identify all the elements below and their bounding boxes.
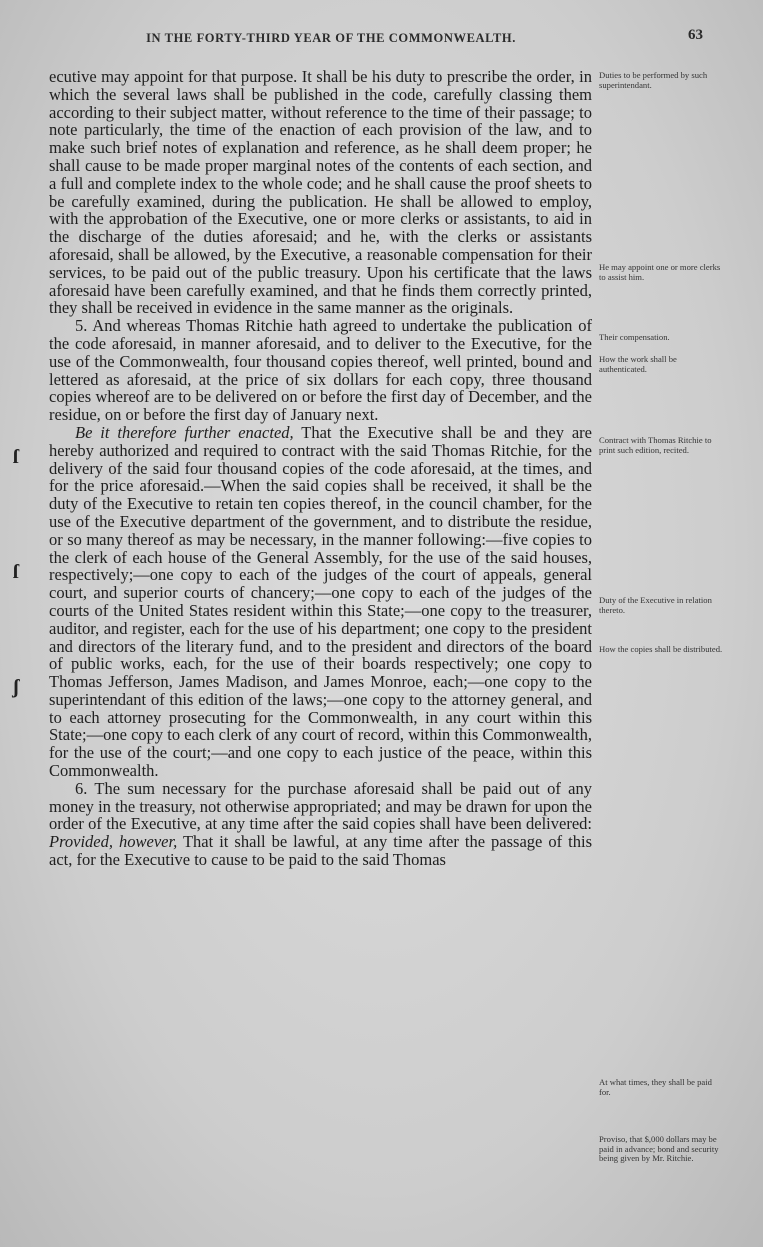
paragraph-text: That it shall be lawful, at any time after the passage of this act, for the Executive to cause to be paid to the said Thomas <box>49 832 592 870</box>
margin-note-proviso: Proviso, that $,000 dollars may be paid in advance; bond and security being given by Mr. Ritchie. <box>599 1134 719 1164</box>
margin-note-clerks: He may appoint one or more clerks to assist him. <box>599 262 721 282</box>
paragraph-text: 5. And whereas Thomas Ritchie hath agreed to undertake the publication of the code aforesaid, in manner aforesaid, and to deliver to the Executive, for the use of the Commonwealth, four thousand copies thereof, well printed, bound and lettered as aforesaid, at the price of six dollars for each copy, three thousand copies whereof are to be delivered on or before the first day of December, and the residue, on or before the first day of January next. <box>49 316 592 425</box>
margin-note-contract: Contract with Thomas Ritchie to print such edition, recited. <box>599 435 712 455</box>
paragraph-enactment <box>49 424 592 780</box>
margin-note-compensation: Their compensation. <box>599 332 670 342</box>
italic-lead: Be it therefore further enacted, <box>75 422 294 442</box>
body-text <box>49 68 592 869</box>
margin-note-distribution: How the copies shall be distributed. <box>599 644 723 654</box>
margin-note-executive-duty: Duty of the Executive in relation thereto. <box>599 595 712 615</box>
paragraph-continuation <box>49 68 592 317</box>
italic-proviso: Provided, however, <box>49 832 178 852</box>
margin-note-authentication: How the work shall be authenticated. <box>599 354 677 374</box>
margin-mark: ʃ <box>13 676 20 698</box>
paragraph-text: 6. The sum necessary for the purchase aforesaid shall be paid out of any money in the treasury, not otherwise appropriated; and may be drawn for upon the order of the Executive, at any time after the said copies shall have been delivered: <box>49 778 592 834</box>
margin-mark: ſ <box>13 446 19 468</box>
paragraph-section-6 <box>49 780 592 869</box>
margin-note-duties: Duties to be performed by such superintendant. <box>599 70 708 90</box>
paragraph-section-5 <box>49 317 592 424</box>
margin-mark: ſ <box>13 561 19 583</box>
margin-note-payment-times: At what times, they shall be paid for. <box>599 1077 712 1097</box>
paragraph-text: That the Executive shall be and they are hereby authorized and required to contract with the said Thomas Ritchie, for the delivery of the said four thousand copies of the code aforesaid, at the times, and for the price aforesaid.—When the said copies shall be received, it shall be the duty of the Executive to retain ten copies thereof, in the council chamber, for the use of the Executive department of the government, and to distribute the residue, or so many thereof as may be necessary, in the manner following:—five copies to the clerk of each house of the General Assembly, for the use of the said houses, respectively;—one copy to each of the judges of the court of appeals, general court, and superior courts of chancery;—one copy to each of the judges of the courts of the United States resident within this State;—one copy to the treasurer, auditor, and register, each for the use of his department; one copy to the president and directors of the literary fund, and to the president and directors of the board of public works, each, for the use of their boards respectively; one copy to Thomas Jefferson, James Madison, and James Monroe, each;—one copy to the superintendant of this edition of the laws;—one copy to the attorney general, and to each attorney prosecuting for the Commonwealth, in any court within this State;—one copy to each clerk of any court of record, within this Commonwealth, for the use of the court;—and one copy to each justice of the peace, within this Commonwealth. <box>49 422 592 781</box>
page-number: 63 <box>688 27 703 43</box>
running-header: IN THE FORTY-THIRD YEAR OF THE COMMONWEALTH. <box>146 31 516 45</box>
paragraph-text: ecutive may appoint for that purpose. It shall be his duty to prescribe the order, in which the several laws shall be published in the code, carefully classing them according to their subject matter, without reference to the time of their passage; to note particularly, the time of the enaction of each provision of the law, and to make such brief notes of explanation and reference, as he shall deem proper; he shall cause to be made proper marginal notes of the contents of each section, and a full and complete index to the whole code; and he shall cause the proof sheets to be carefully examined, during the publication. He shall be allowed to employ, with the approbation of the Executive, one or more clerks or assistants, to aid in the discharge of the duties aforesaid; and he, with the clerks or assistants aforesaid, shall be allowed, by the Executive, a reasonable compensation for their services, to be paid out of the public treasury. Upon his certificate that the laws aforesaid have been carefully examined, and that he finds them correctly printed, they shall be received in evidence in the same manner as the originals. <box>49 67 592 318</box>
